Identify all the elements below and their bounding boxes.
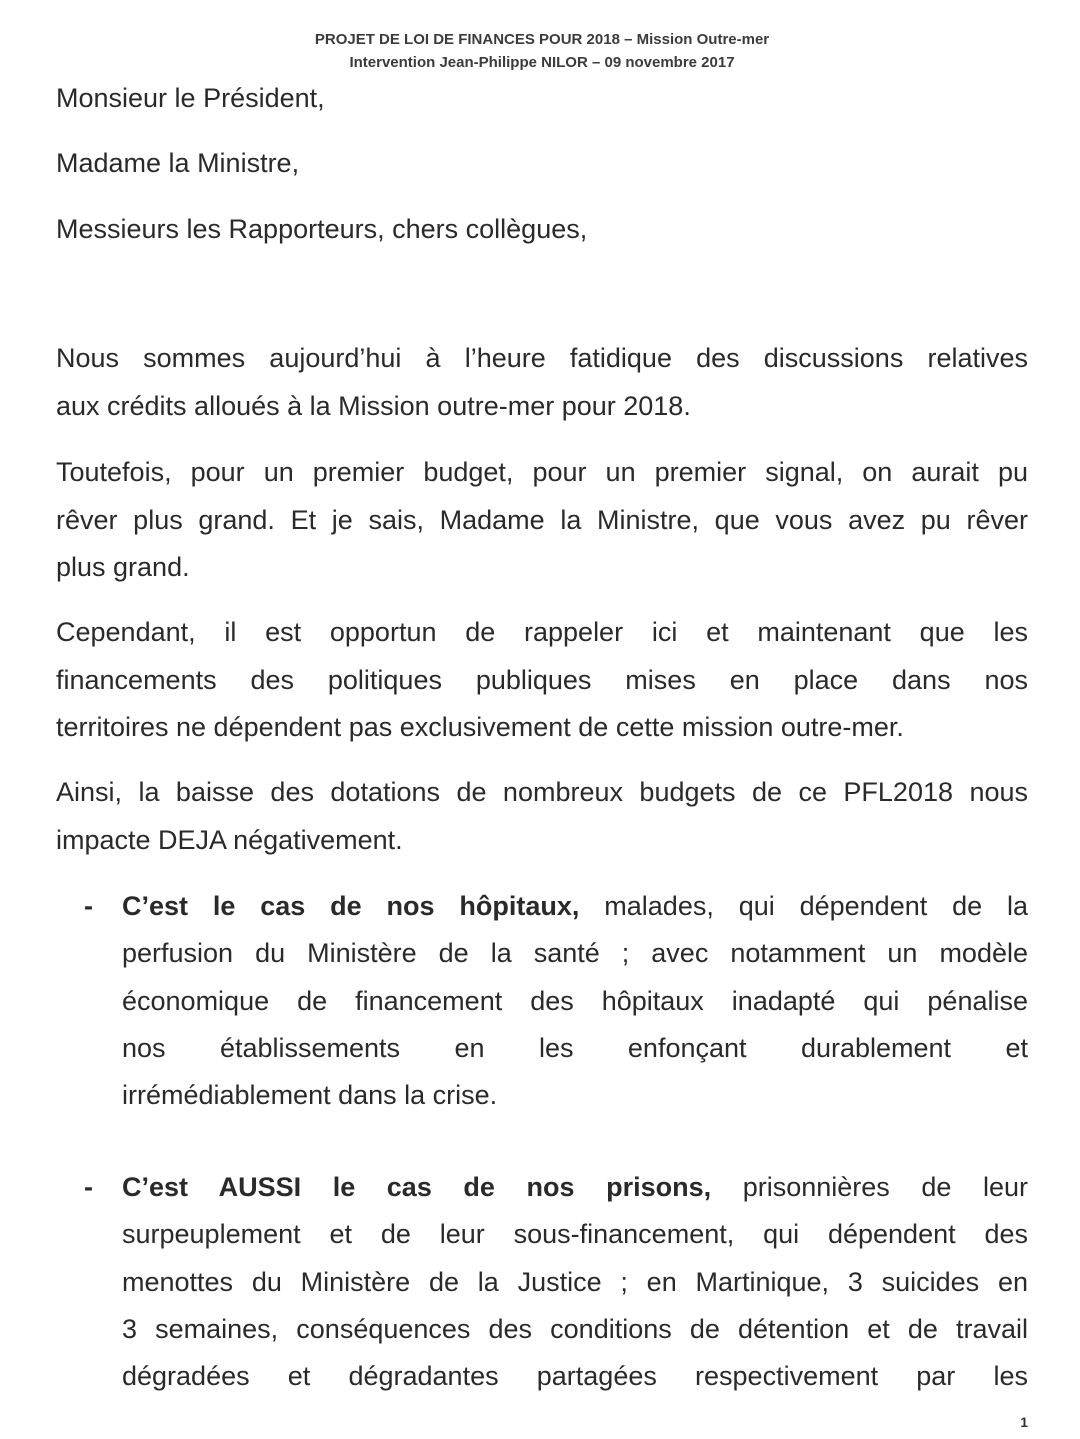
paragraph-line: rêver plus grand. Et je sais, Madame la Ministre, que vous avez pu rêver xyxy=(56,504,1028,535)
header-subtitle: Intervention Jean-Philippe NILOR – 09 novembre 2017 xyxy=(349,54,735,71)
bullet-line: perfusion du Ministère de la santé ; avec notamment un modèle xyxy=(122,938,1028,969)
bullet-line: menottes du Ministère de la Justice ; en Martinique, 3 suicides en xyxy=(122,1266,1028,1297)
bullet-hospitals xyxy=(84,883,1028,1119)
paragraph-line: Cependant, il est opportun de rappeler ici et maintenant que les xyxy=(56,617,1028,647)
paragraph-line: territoires ne dépendent pas exclusivement de cette mission outre-mer. xyxy=(56,712,904,742)
bullet-line: dégradées et dégradantes partagées respectivement par les xyxy=(122,1361,1028,1392)
paragraph-line: financements des politiques publiques mises en place dans nos xyxy=(56,664,1028,695)
salutation-rapporteurs: Messieurs les Rapporteurs, chers collègues, xyxy=(56,214,588,244)
paragraph-line: plus grand. xyxy=(56,552,190,582)
page-number: 1 xyxy=(1020,1414,1028,1430)
bullet-lead-rest: malades, qui dépendent de la xyxy=(579,891,1028,921)
bullet-prisons xyxy=(84,1164,1028,1400)
bullet-line: surpeuplement et de leur sous-financement, qui dépendent des xyxy=(122,1219,1028,1250)
paragraph-line: aux crédits alloués à la Mission outre-mer pour 2018. xyxy=(56,390,691,421)
document-header xyxy=(0,28,1080,74)
header-title: PROJET DE LOI DE FINANCES POUR 2018 – Mission Outre-mer xyxy=(314,31,770,48)
paragraph-financing xyxy=(56,609,1028,752)
paragraph-intro xyxy=(56,335,1028,430)
paragraph-line: Nous sommes aujourd’hui à l’heure fatidique des discussions relatives xyxy=(56,343,1028,373)
bullet-line: nos établissements en les enfonçant durablement et xyxy=(122,1032,1028,1063)
paragraph-line: impacte DEJA négativement. xyxy=(56,824,403,855)
bullet-dash: - xyxy=(84,1172,93,1202)
bullet-line: économique de financement des hôpitaux inadapté qui pénalise xyxy=(122,985,1028,1016)
bullet-lead: C’est le cas de nos hôpitaux, xyxy=(122,891,580,921)
bullet-lead-rest: prisonnières de leur xyxy=(711,1172,1028,1202)
bullet-first-line xyxy=(122,1164,1028,1211)
paragraph-line: Toutefois, pour un premier budget, pour un premier signal, on aurait pu xyxy=(56,457,1028,487)
paragraph-budget xyxy=(56,449,1028,592)
salutation-minister: Madame la Ministre, xyxy=(56,148,300,178)
bullet-dash: - xyxy=(84,891,93,921)
paragraph-line: Ainsi, la baisse des dotations de nombreux budgets de ce PFL2018 nous xyxy=(56,777,1028,807)
salutation-president: Monsieur le Président, xyxy=(56,83,325,113)
bullet-line: 3 semaines, conséquences des conditions de détention et de travail xyxy=(122,1313,1028,1344)
paragraph-dotations xyxy=(56,769,1028,864)
bullet-lead: C’est AUSSI le cas de nos prisons, xyxy=(122,1172,712,1202)
bullet-line: irrémédiablement dans la crise. xyxy=(122,1080,498,1111)
bullet-first-line xyxy=(122,883,1028,930)
